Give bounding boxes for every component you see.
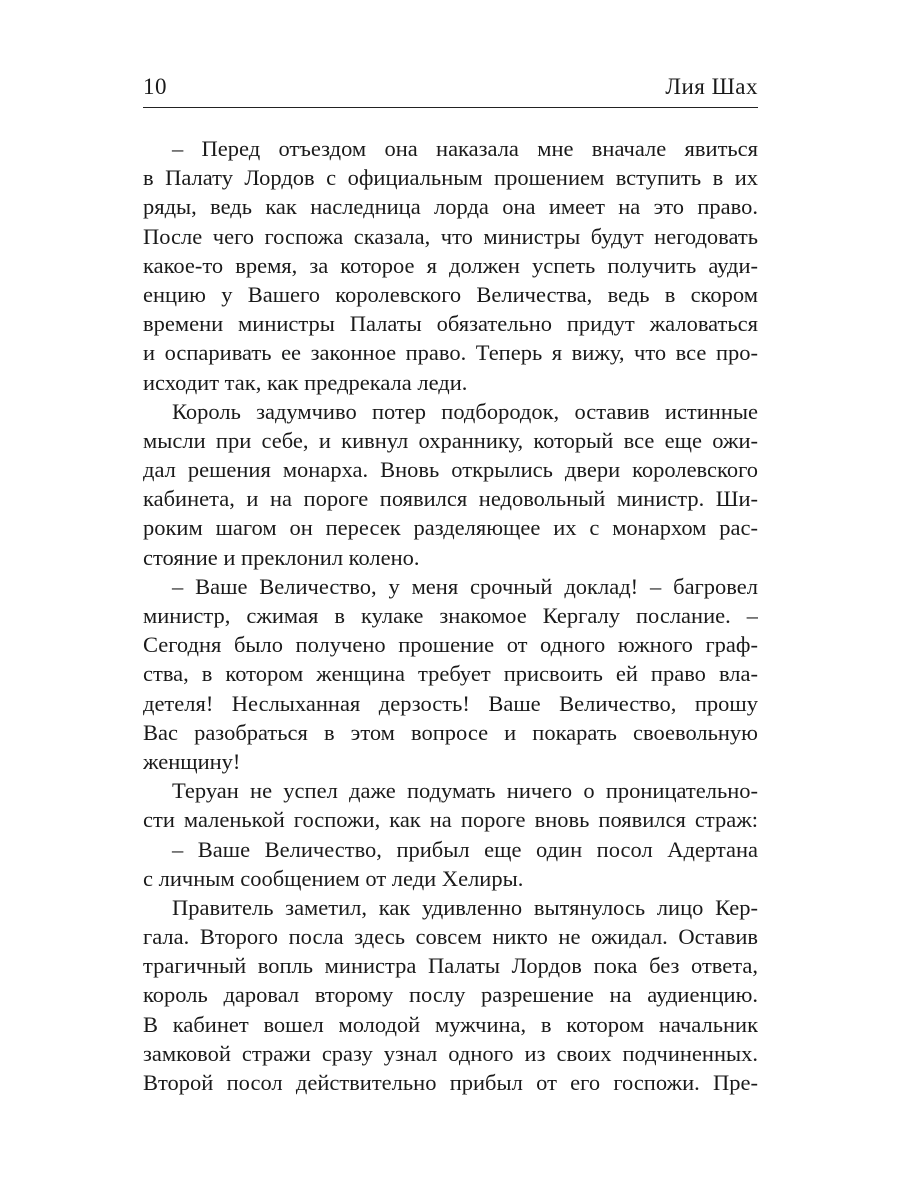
text-line: исходит так, как предрекала леди. <box>143 369 468 395</box>
text-line: – Ваше Величество, прибыл еще один посол Адертана <box>172 836 758 862</box>
text-line: сти маленькой госпожи, как на пороге вновь появился страж: <box>143 807 758 833</box>
page-number: 10 <box>143 74 167 99</box>
text-line: мысли при себе, и кивнул охраннику, который все еще ожи- <box>143 427 758 453</box>
text-line: дал решения монарха. Вновь открылись двери королевского <box>143 457 758 483</box>
text-line: замковой стражи сразу узнал одного из своих подчиненных. <box>143 1040 758 1066</box>
text-line: детеля! Неслыханная дерзость! Ваше Величество, прошу <box>143 690 758 716</box>
text-line: и оспаривать ее законное право. Теперь я вижу, что все про- <box>143 340 758 366</box>
text-line: роким шагом он пересек разделяющее их с монархом рас- <box>143 515 758 541</box>
text-line: какое-то время, за которое я должен успеть получить ауди- <box>143 252 758 278</box>
text-line: енцию у Вашего королевского Величества, ведь в скором <box>143 281 758 307</box>
text-line: ства, в котором женщина требует присвоить ей право вла- <box>143 661 758 687</box>
running-header <box>143 66 758 98</box>
book-page <box>143 66 758 1097</box>
text-line: кабинета, и на пороге появился недовольный министр. Ши- <box>143 486 758 512</box>
text-line: женщину! <box>143 748 241 774</box>
text-line: Второй посол действительно прибыл от его госпожи. Пре- <box>143 1070 758 1095</box>
book-author: Лия Шах <box>665 74 758 99</box>
text-line: в Палату Лордов с официальным прошением вступить в их <box>143 165 758 191</box>
text-line: Вас разобраться в этом вопросе и покарать своевольную <box>143 719 758 745</box>
text-line: После чего госпожа сказала, что министры будут негодовать <box>143 223 758 249</box>
text-line: король даровал второму послу разрешение на аудиенцию. <box>143 982 758 1008</box>
text-line: Король задумчиво потер подбородок, оставив истинные <box>172 398 758 424</box>
text-line: – Ваше Величество, у меня срочный доклад! – багровел <box>172 573 758 599</box>
text-line: трагичный вопль министра Палаты Лордов пока без ответа, <box>143 953 758 979</box>
text-line: времени министры Палаты обязательно придут жаловаться <box>143 311 758 337</box>
text-line: гала. Второго посла здесь совсем никто не ожидал. Оставив <box>143 924 758 950</box>
body-text <box>143 134 758 1097</box>
text-line: Теруан не успел даже подумать ничего о проницательно- <box>172 778 758 804</box>
text-line: министр, сжимая в кулаке знакомое Кергалу послание. – <box>143 603 758 628</box>
text-line: стояние и преклонил колено. <box>143 544 420 570</box>
header-rule <box>143 107 758 108</box>
text-line: Сегодня было получено прошение от одного южного граф- <box>143 632 758 658</box>
text-line: с личным сообщением от леди Хелиры. <box>143 865 524 891</box>
text-line: ряды, ведь как наследница лорда она имеет на это право. <box>143 194 758 220</box>
text-line: Правитель заметил, как удивленно вытянулось лицо Кер- <box>172 894 758 920</box>
text-line: В кабинет вошел молодой мужчина, в котором начальник <box>143 1011 758 1037</box>
text-line: – Перед отъездом она наказала мне вначале явиться <box>172 136 758 161</box>
